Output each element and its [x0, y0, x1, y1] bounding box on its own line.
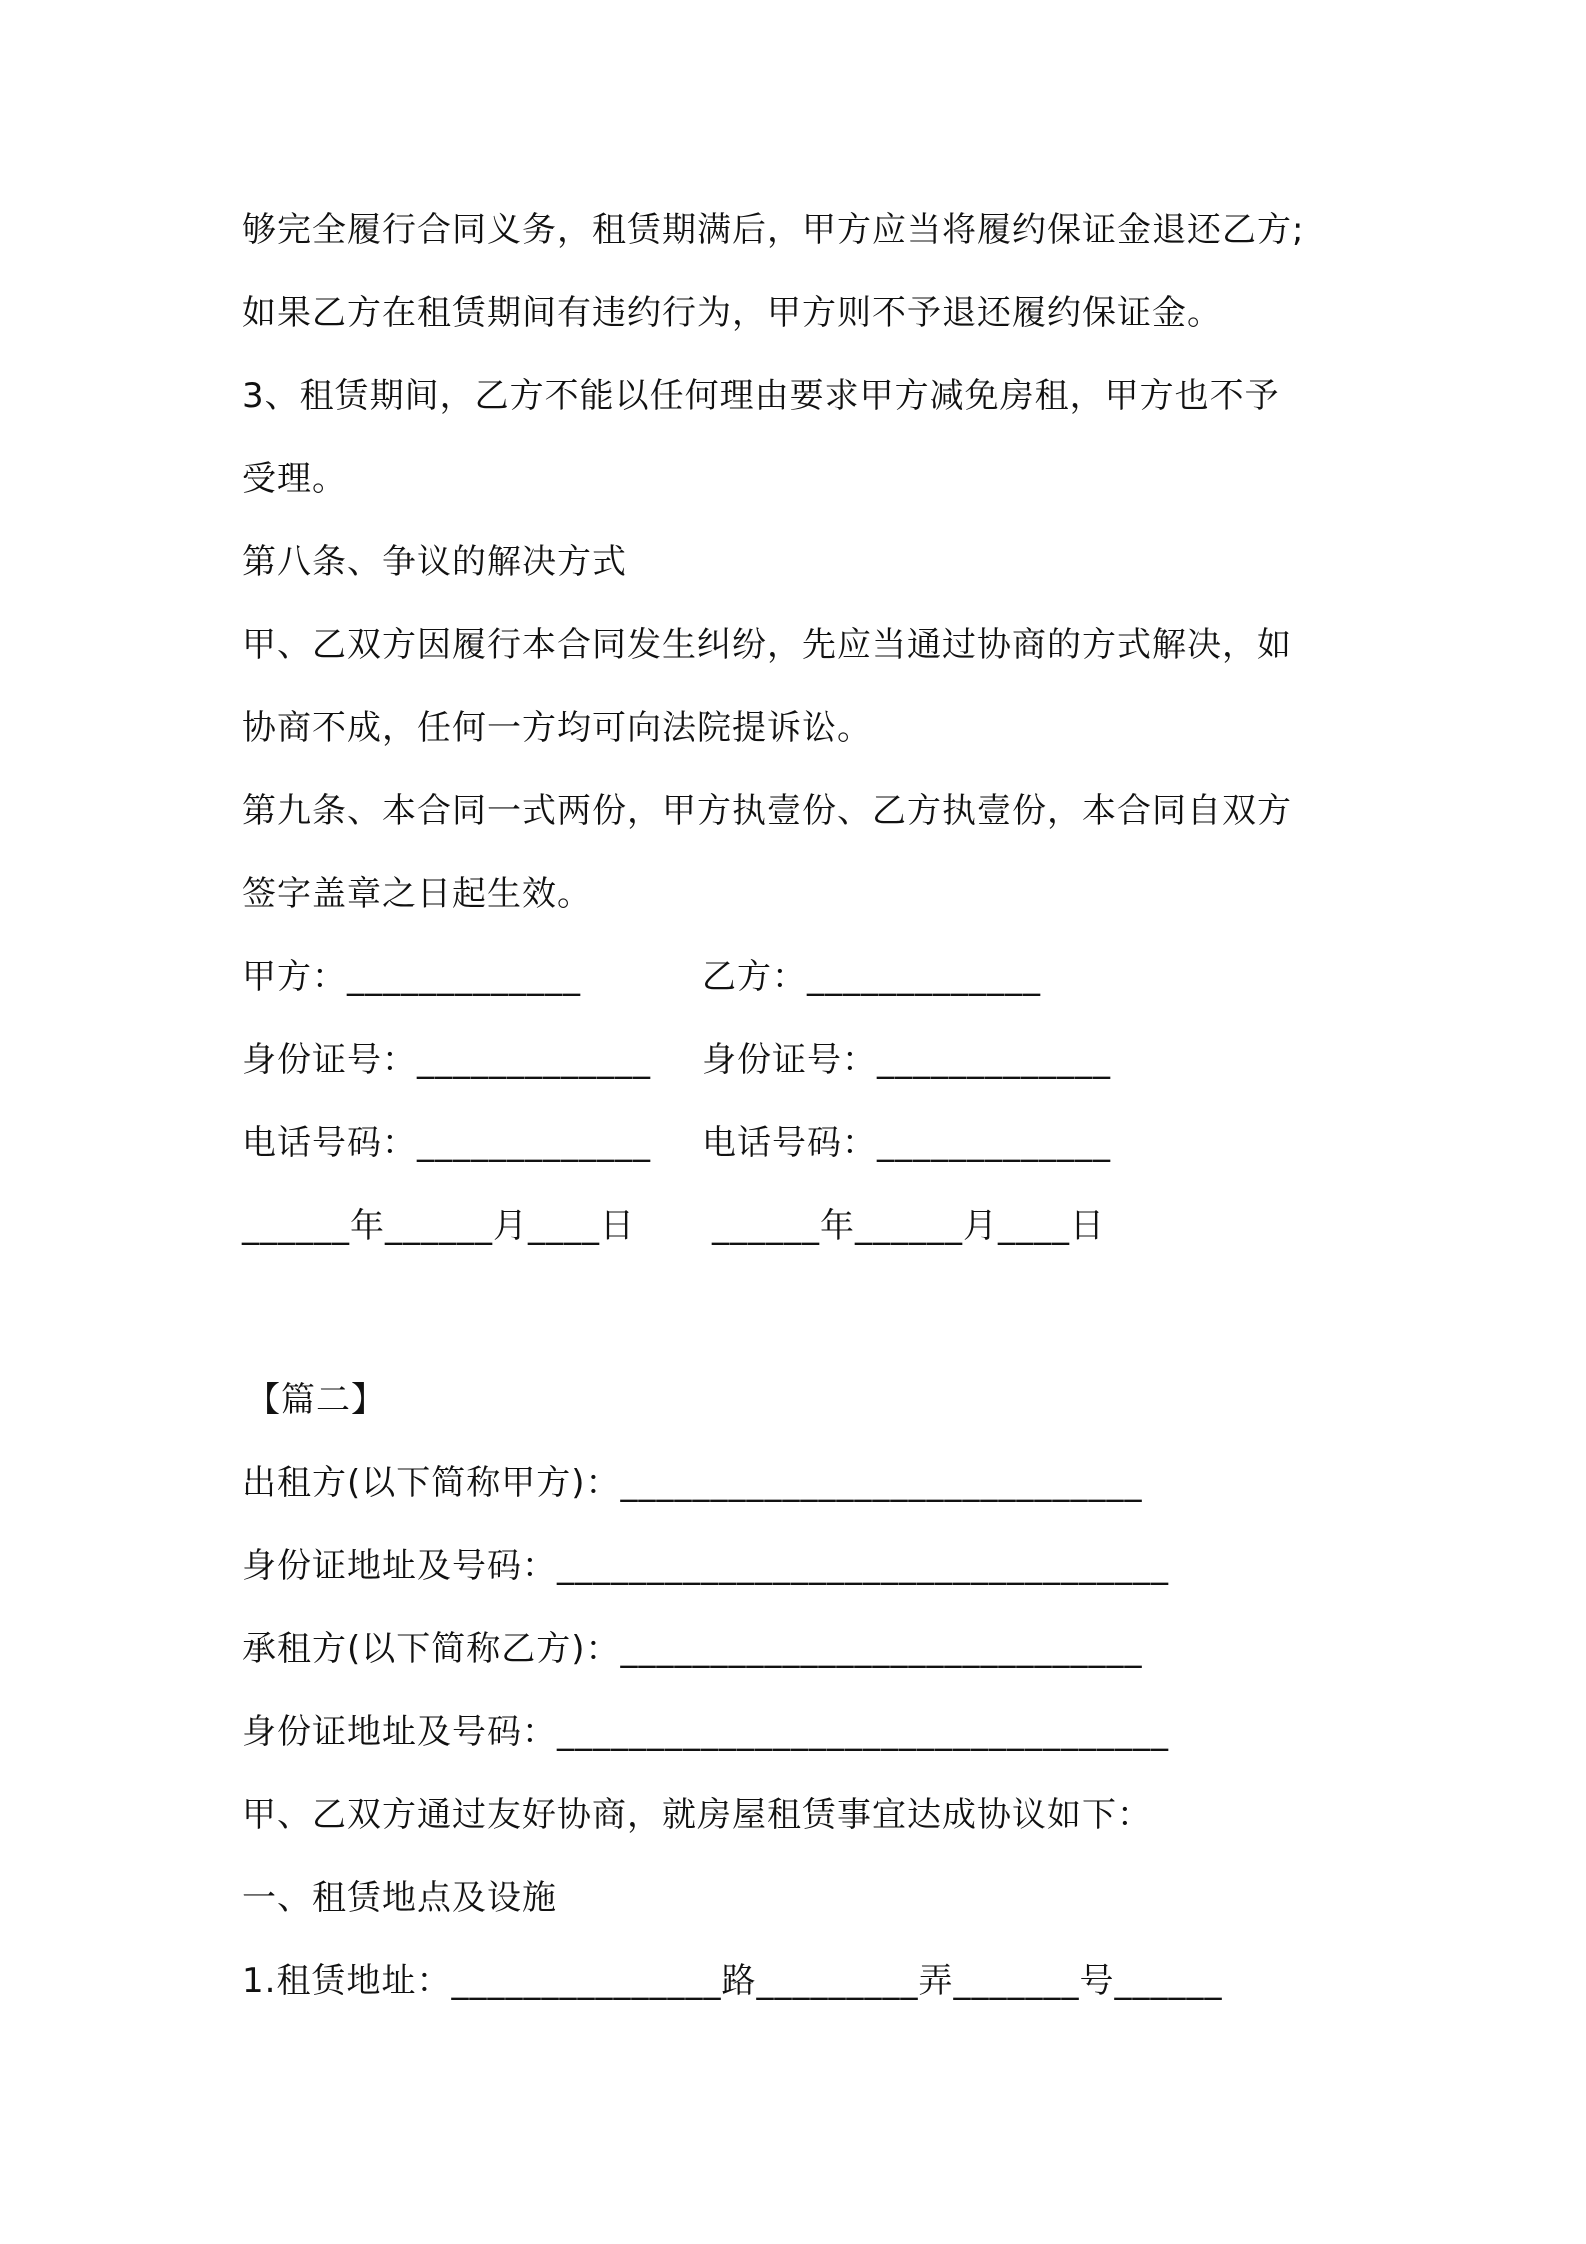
- paragraph-line: 甲、乙双方因履行本合同发生纠纷，先应当通过协商的方式解决，如: [242, 625, 1292, 665]
- party-a-signature: 甲方：_____________: [242, 957, 581, 997]
- party-b-id: 身份证号：_____________: [702, 1040, 1111, 1080]
- party-a-date: ______年______月____日: [242, 1206, 635, 1246]
- paragraph-line: 如果乙方在租赁期间有违约行为，甲方则不予退还履约保证金。: [242, 293, 1222, 333]
- item-heading: 一、租赁地点及设施: [242, 1878, 557, 1918]
- agreement-line: 甲、乙双方通过友好协商，就房屋租赁事宜达成协议如下：: [242, 1795, 1152, 1835]
- lessee-id-field: 身份证地址及号码：__________________________________: [242, 1712, 1169, 1752]
- paragraph-line: 协商不成，任何一方均可向法院提诉讼。: [242, 708, 872, 748]
- lessor-id-field: 身份证地址及号码：__________________________________: [242, 1546, 1169, 1586]
- party-a-phone: 电话号码：_____________: [242, 1123, 651, 1163]
- article-heading: 第八条、争议的解决方式: [242, 542, 627, 582]
- paragraph-line: 够完全履行合同义务，租赁期满后，甲方应当将履约保证金退还乙方;: [242, 210, 1305, 250]
- address-field: 1.租赁地址：_______________路_________弄_______号______: [242, 1961, 1223, 2001]
- section-heading: 【篇二】: [246, 1380, 386, 1420]
- paragraph-line: 受理。: [242, 459, 347, 499]
- paragraph-line: 签字盖章之日起生效。: [242, 874, 592, 914]
- party-b-date: ______年______月____日: [712, 1206, 1105, 1246]
- party-a-id: 身份证号：_____________: [242, 1040, 651, 1080]
- paragraph-line: 第九条、本合同一式两份，甲方执壹份、乙方执壹份，本合同自双方: [242, 791, 1292, 831]
- lessee-field: 承租方(以下简称乙方)：_____________________________: [242, 1629, 1143, 1669]
- party-b-signature: 乙方：_____________: [702, 957, 1041, 997]
- party-b-phone: 电话号码：_____________: [702, 1123, 1111, 1163]
- paragraph-line: 3、租赁期间，乙方不能以任何理由要求甲方减免房租，甲方也不予: [242, 376, 1280, 416]
- lessor-field: 出租方(以下简称甲方)：_____________________________: [242, 1463, 1143, 1503]
